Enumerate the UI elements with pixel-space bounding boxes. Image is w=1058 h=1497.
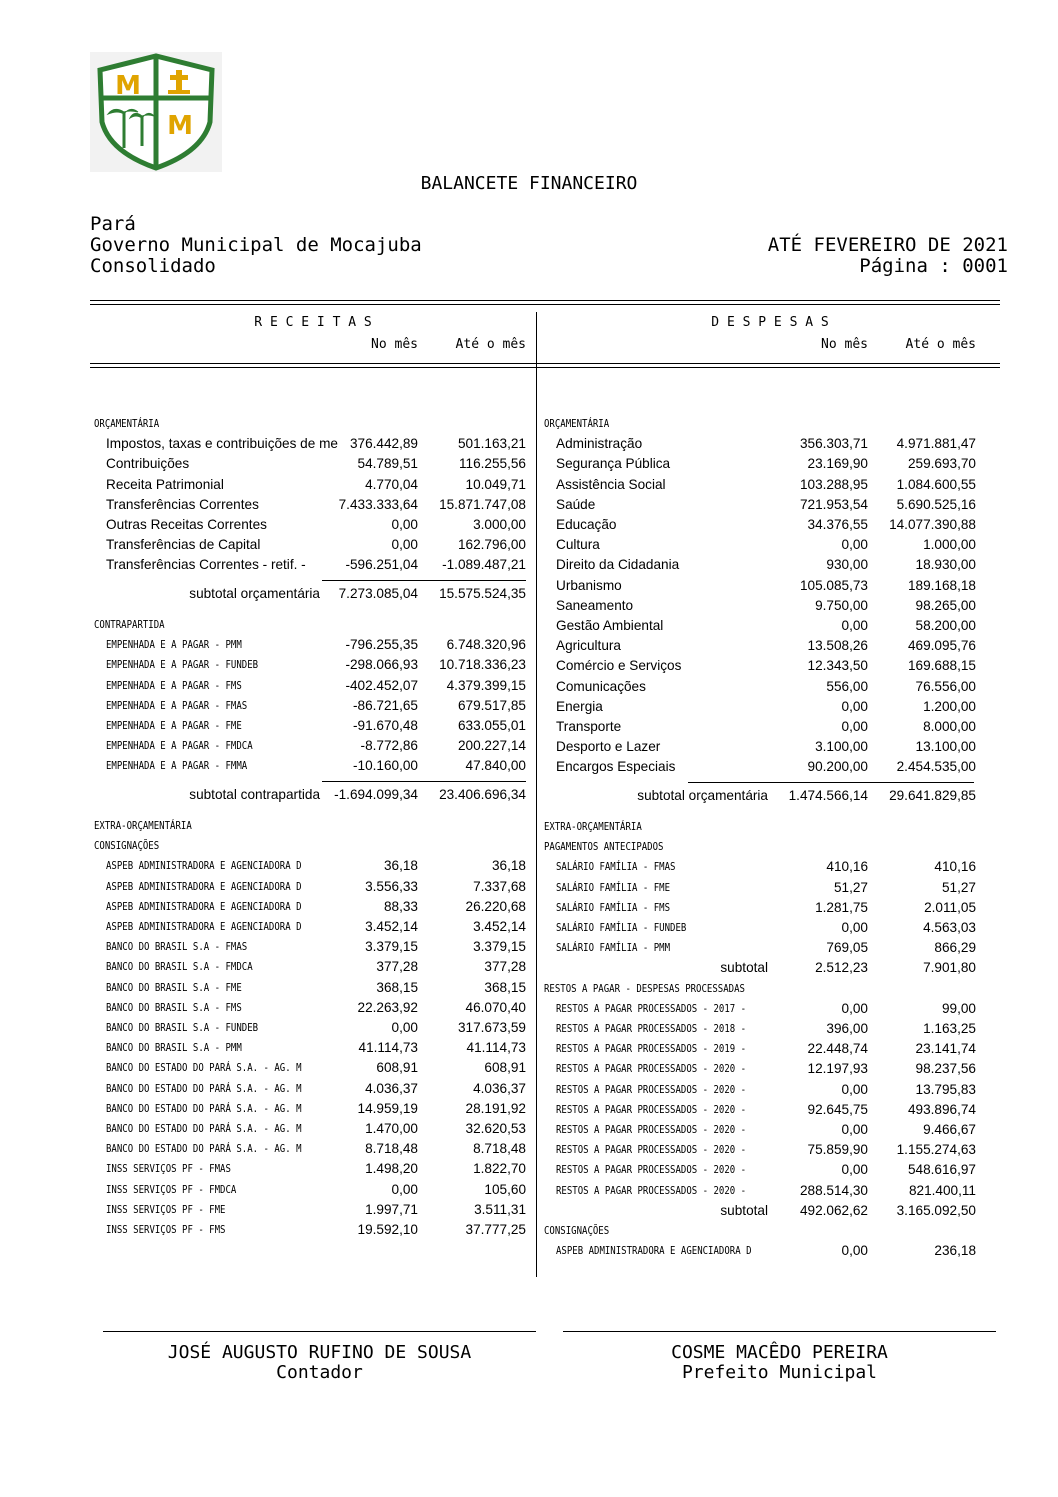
- receitas-row-ate-o-mes: 46.070,40: [465, 999, 526, 1015]
- despesas-row: [0, 857, 1058, 877]
- signature-line-contador: [103, 1331, 536, 1332]
- despesas-row-label: RESTOS A PAGAR PROCESSADOS - 2017 -: [556, 1001, 747, 1015]
- receitas-row-no-mes: 3.379,15: [365, 939, 418, 955]
- despesas-row-ate-o-mes: 13.100,00: [915, 739, 976, 755]
- receitas-row-label: EMPENHADA E A PAGAR - FMDCA: [106, 739, 253, 753]
- despesas-row-label: Assistência Social: [556, 476, 666, 492]
- receitas-row-ate-o-mes: 116.255,56: [458, 456, 526, 472]
- receitas-row-no-mes: -796.255,35: [345, 637, 418, 653]
- despesas-subtotal-rule: [688, 782, 974, 783]
- despesas-row-ate-o-mes: 18.930,00: [915, 557, 976, 573]
- despesas-row-label: Direito da Cidadania: [556, 557, 680, 573]
- despesas-row-label: RESTOS A PAGAR PROCESSADOS - 2020 -: [556, 1102, 747, 1116]
- receitas-row-ate-o-mes: 10.718.336,23: [439, 657, 526, 673]
- receitas-row-no-mes: 4.770,04: [365, 476, 418, 492]
- despesas-row-ate-o-mes: 493.896,74: [907, 1101, 976, 1117]
- receitas-row-ate-o-mes: 162.796,00: [457, 537, 526, 553]
- despesas-row-label: Segurança Pública: [556, 456, 671, 472]
- receitas-row-ate-o-mes: 32.620,53: [465, 1120, 526, 1136]
- despesas-row: [0, 515, 1058, 535]
- despesas-row-label: Cultura: [556, 537, 600, 553]
- receitas-row-no-mes: 368,15: [376, 979, 418, 995]
- despesas-row-ate-o-mes: 3.165.092,50: [896, 1202, 976, 1218]
- receitas-row-ate-o-mes: 28.191,92: [465, 1100, 526, 1116]
- despesas-row-no-mes: 0,00: [841, 1081, 868, 1097]
- receitas-row-no-mes: -596.251,04: [345, 557, 418, 573]
- despesas-row-ate-o-mes: 51,27: [941, 879, 976, 895]
- receitas-row-no-mes: 22.263,92: [357, 999, 418, 1015]
- receitas-row-no-mes: 0,00: [391, 537, 418, 553]
- despesas-row-label: SALÁRIO FAMÍLIA - FMAS: [556, 860, 676, 874]
- receitas-subtotal-rule: [322, 781, 526, 782]
- despesas-row-label: Administração: [556, 436, 643, 452]
- receitas-row-no-mes: 376.442,89: [349, 436, 418, 452]
- receitas-row-no-mes: -91.670,48: [352, 717, 418, 733]
- despesas-row-label: Saúde: [556, 496, 596, 512]
- receitas-row-label: BANCO DO ESTADO DO PARÁ S.A. - AG. M: [106, 1121, 302, 1135]
- receitas-row-label: ASPEB ADMINISTRADORA E AGENCIADORA D: [106, 859, 302, 873]
- signature-line-prefeito: [563, 1331, 996, 1332]
- despesas-row-no-mes: 103.288,95: [799, 476, 868, 492]
- despesas-row: [0, 717, 1058, 737]
- despesas-row-no-mes: 9.750,00: [815, 597, 868, 613]
- header-scope: Consolidado: [90, 255, 216, 277]
- receitas-row-no-mes: 41.114,73: [358, 1040, 418, 1056]
- signature-role-contador: Contador: [276, 1362, 363, 1383]
- despesas-row-ate-o-mes: 4.971.881,47: [896, 436, 976, 452]
- receitas-row-no-mes: 8.718,48: [365, 1141, 418, 1157]
- despesas-row: [0, 737, 1058, 757]
- document-title: BALANCETE FINANCEIRO: [420, 173, 638, 194]
- despesas-row-ate-o-mes: 1.000,00: [923, 537, 976, 553]
- despesas-row: [0, 757, 1058, 777]
- despesas-row-no-mes: 356.303,71: [799, 436, 868, 452]
- despesas-row: [0, 1241, 1058, 1261]
- despesas-row-ate-o-mes: 259.693,70: [907, 456, 976, 472]
- despesas-col-ate-o-mes: Até o mês: [905, 337, 976, 352]
- receitas-row-label: BANCO DO ESTADO DO PARÁ S.A. - AG. M: [106, 1081, 302, 1095]
- receitas-row-no-mes: -8.772,86: [360, 738, 418, 754]
- despesas-row-no-mes: 721.953,54: [799, 496, 868, 512]
- despesas-row-label: RESTOS A PAGAR PROCESSADOS - 2020 -: [556, 1163, 747, 1177]
- receitas-row-ate-o-mes: 501.163,21: [457, 436, 526, 452]
- receitas-row-ate-o-mes: 200.227,14: [457, 738, 526, 754]
- receitas-row-no-mes: 377,28: [376, 959, 418, 975]
- despesas-row: [0, 616, 1058, 636]
- despesas-row-no-mes: 0,00: [841, 919, 868, 935]
- signature-name-prefeito: COSME MACÊDO PEREIRA: [671, 1342, 888, 1363]
- receitas-row-ate-o-mes: 10.049,71: [465, 476, 526, 492]
- despesas-row-label: RESTOS A PAGAR PROCESSADOS - 2020 -: [556, 1183, 747, 1197]
- despesas-row-no-mes: 2.512,23: [815, 960, 868, 976]
- despesas-row-ate-o-mes: 1.200,00: [923, 698, 976, 714]
- receitas-col-no-mes: No mês: [371, 337, 418, 352]
- despesas-row-no-mes: 12.197,93: [807, 1061, 868, 1077]
- receitas-row-ate-o-mes: 15.575.524,35: [439, 585, 526, 601]
- despesas-row-ate-o-mes: 1.084.600,55: [896, 476, 976, 492]
- despesas-row-ate-o-mes: 2.454.535,00: [896, 759, 976, 775]
- receitas-row-label: INSS SERVIÇOS PF - FMDCA: [106, 1182, 237, 1196]
- despesas-row-no-mes: 556,00: [826, 678, 868, 694]
- receitas-row-no-mes: 0,00: [391, 517, 418, 532]
- despesas-row-no-mes: 0,00: [841, 537, 868, 553]
- receitas-row-no-mes: 608,91: [376, 1060, 418, 1076]
- despesas-row-no-mes: 1.474.566,14: [788, 787, 868, 803]
- receitas-row-ate-o-mes: 105,60: [484, 1181, 526, 1197]
- despesas-row: [0, 878, 1058, 898]
- receitas-row-label: BANCO DO BRASIL S.A - PMM: [106, 1041, 242, 1055]
- despesas-row: [0, 636, 1058, 656]
- despesas-row-no-mes: 23.169,90: [807, 456, 868, 472]
- receitas-row-no-mes: 88,33: [383, 898, 418, 914]
- despesas-row: [0, 1140, 1058, 1160]
- despesas-row: [0, 656, 1058, 676]
- despesas-row: [0, 434, 1058, 454]
- receitas-row-label: Receita Patrimonial: [106, 476, 224, 492]
- logo-letter-bottom: M: [167, 111, 193, 141]
- receitas-heading: R E C E I T A S: [254, 315, 372, 330]
- despesas-row-ate-o-mes: 866,29: [934, 940, 976, 956]
- receitas-col-ate-o-mes: Até o mês: [455, 337, 526, 352]
- receitas-row-label: INSS SERVIÇOS PF - FME: [106, 1202, 226, 1216]
- despesas-row-no-mes: 90.200,00: [807, 759, 868, 775]
- despesas-row-ate-o-mes: 98.237,56: [915, 1061, 976, 1077]
- despesas-row-ate-o-mes: 5.690.525,16: [896, 496, 976, 512]
- receitas-row-ate-o-mes: 6.748.320,96: [446, 637, 526, 653]
- despesas-row-label: Comércio e Serviços: [556, 658, 682, 674]
- header-bottom-rule-2: [90, 367, 1000, 368]
- receitas-row-no-mes: 4.036,37: [365, 1080, 418, 1096]
- receitas-row-label: BANCO DO ESTADO DO PARÁ S.A. - AG. M: [106, 1061, 302, 1075]
- receitas-row-ate-o-mes: 36,18: [491, 858, 526, 874]
- despesas-row-ate-o-mes: 76.556,00: [915, 678, 976, 694]
- header-page-number: Página : 0001: [859, 255, 1008, 277]
- receitas-row-no-mes: -402.452,07: [345, 677, 418, 693]
- despesas-row-no-mes: 0,00: [841, 719, 868, 734]
- despesas-row-ate-o-mes: 410,16: [934, 859, 976, 875]
- signature-name-contador: JOSÉ AUGUSTO RUFINO DE SOUSA: [167, 1342, 472, 1363]
- despesas-row: [0, 1120, 1058, 1140]
- receitas-row-label: EXTRA-ORÇAMENTÁRIA: [94, 818, 192, 832]
- receitas-row-no-mes: 19.592,10: [357, 1221, 418, 1237]
- header-period: ATÉ FEVEREIRO DE 2021: [767, 234, 1008, 256]
- despesas-row-ate-o-mes: 548.616,97: [907, 1162, 976, 1178]
- despesas-row-ate-o-mes: 58.200,00: [915, 618, 976, 633]
- despesas-row: [0, 414, 1058, 434]
- receitas-row-no-mes: -10.160,00: [352, 758, 418, 774]
- despesas-row: [0, 837, 1058, 857]
- despesas-row: [0, 918, 1058, 938]
- header-top-rule-2: [90, 304, 1000, 305]
- receitas-row-no-mes: 1.470,00: [365, 1120, 418, 1136]
- despesas-row-ate-o-mes: 189.168,18: [907, 577, 976, 593]
- receitas-row-ate-o-mes: 47.840,00: [465, 758, 526, 774]
- receitas-row-ate-o-mes: 3.379,15: [473, 939, 526, 955]
- despesas-row-label: ORÇAMENTÁRIA: [544, 417, 610, 430]
- receitas-row-label: Impostos, taxas e contribuições de me: [106, 436, 338, 452]
- receitas-row-label: INSS SERVIÇOS PF - FMAS: [106, 1162, 231, 1176]
- despesas-row-label: SALÁRIO FAMÍLIA - FUNDEB: [556, 920, 687, 934]
- receitas-row-label: EMPENHADA E A PAGAR - FMS: [106, 678, 242, 692]
- despesas-row-label: Comunicações: [556, 678, 646, 694]
- receitas-row-label: ASPEB ADMINISTRADORA E AGENCIADORA D: [106, 879, 302, 893]
- despesas-row-no-mes: 75.859,90: [807, 1142, 868, 1158]
- despesas-row-label: RESTOS A PAGAR PROCESSADOS - 2019 -: [556, 1042, 747, 1056]
- despesas-row-label: SALÁRIO FAMÍLIA - FMS: [556, 900, 671, 914]
- receitas-row-label: ORÇAMENTÁRIA: [94, 417, 160, 430]
- despesas-row-ate-o-mes: 13.795,83: [915, 1081, 976, 1097]
- despesas-row-label: subtotal: [720, 960, 768, 976]
- despesas-row-label: subtotal: [720, 1202, 768, 1218]
- despesas-row-label: ASPEB ADMINISTRADORA E AGENCIADORA D: [556, 1244, 752, 1258]
- despesas-row: [0, 979, 1058, 999]
- receitas-row-no-mes: 7.273.085,04: [338, 585, 418, 601]
- despesas-row-no-mes: 22.448,74: [807, 1041, 868, 1057]
- despesas-row-ate-o-mes: 7.901,80: [923, 960, 976, 976]
- despesas-row-no-mes: 92.645,75: [807, 1101, 868, 1117]
- despesas-col-no-mes: No mês: [821, 337, 868, 352]
- receitas-row-label: BANCO DO ESTADO DO PARÁ S.A. - AG. M: [106, 1142, 302, 1156]
- receitas-row-no-mes: 3.556,33: [365, 878, 418, 894]
- receitas-row-ate-o-mes: 317.673,59: [457, 1019, 526, 1035]
- despesas-row-label: subtotal orçamentária: [637, 787, 768, 803]
- despesas-row-label: Transporte: [556, 719, 622, 734]
- receitas-row-ate-o-mes: 4.379.399,15: [446, 677, 526, 693]
- despesas-row-label: Agricultura: [556, 638, 621, 654]
- receitas-row-label: BANCO DO BRASIL S.A - FME: [106, 980, 242, 994]
- despesas-row-ate-o-mes: 4.563,03: [923, 919, 976, 935]
- despesas-row: [0, 535, 1058, 555]
- despesas-row: [0, 999, 1058, 1019]
- receitas-row-label: EMPENHADA E A PAGAR - FMMA: [106, 759, 248, 773]
- despesas-row-no-mes: 0,00: [841, 1243, 868, 1259]
- despesas-row: [0, 495, 1058, 515]
- receitas-row-ate-o-mes: 8.718,48: [473, 1141, 526, 1157]
- receitas-row-label: subtotal contrapartida: [189, 786, 320, 802]
- despesas-row-label: EXTRA-ORÇAMENTÁRIA: [544, 819, 642, 833]
- receitas-row-no-mes: 0,00: [391, 1181, 418, 1197]
- receitas-row-label: ASPEB ADMINISTRADORA E AGENCIADORA D: [106, 919, 302, 933]
- despesas-row-ate-o-mes: 2.011,05: [924, 899, 976, 915]
- receitas-row-no-mes: 0,00: [391, 1019, 418, 1035]
- receitas-row-no-mes: 36,18: [383, 858, 418, 874]
- despesas-row-label: SALÁRIO FAMÍLIA - PMM: [556, 941, 671, 955]
- receitas-row-ate-o-mes: 608,91: [484, 1060, 526, 1076]
- despesas-row-no-mes: 0,00: [841, 1121, 868, 1137]
- receitas-row-label: CONSIGNAÇÕES: [94, 839, 160, 853]
- despesas-row-no-mes: 396,00: [826, 1020, 868, 1036]
- despesas-row-label: RESTOS A PAGAR PROCESSADOS - 2020 -: [556, 1062, 747, 1076]
- despesas-row-no-mes: 410,16: [826, 859, 868, 875]
- despesas-row: [0, 1201, 1058, 1221]
- despesas-row: [0, 1160, 1058, 1180]
- despesas-row-label: RESTOS A PAGAR PROCESSADOS - 2020 -: [556, 1122, 747, 1136]
- despesas-row-no-mes: 930,00: [826, 557, 868, 573]
- receitas-row-no-mes: 7.433.333,64: [338, 496, 418, 512]
- despesas-row-ate-o-mes: 821.400,11: [908, 1182, 976, 1198]
- receitas-row-ate-o-mes: 26.220,68: [465, 898, 526, 914]
- despesas-row-label: Saneamento: [556, 597, 634, 613]
- despesas-row-no-mes: 3.100,00: [815, 739, 868, 755]
- despesas-row-label: PAGAMENTOS ANTECIPADOS: [544, 840, 664, 854]
- despesas-row-no-mes: 1.281,75: [815, 899, 868, 915]
- despesas-row-label: Energia: [556, 698, 603, 714]
- despesas-row-no-mes: 12.343,50: [807, 658, 868, 674]
- despesas-row-no-mes: 492.062,62: [799, 1202, 868, 1218]
- despesas-row: [0, 576, 1058, 596]
- receitas-row-label: Transferências Correntes - retif. -: [106, 557, 306, 573]
- despesas-row-ate-o-mes: 99,00: [941, 1000, 976, 1016]
- despesas-row-ate-o-mes: 14.077.390,88: [889, 517, 976, 532]
- despesas-row-label: Educação: [556, 517, 617, 532]
- receitas-row-ate-o-mes: 679.517,85: [457, 697, 526, 713]
- despesas-row-label: Desporto e Lazer: [556, 739, 661, 755]
- receitas-row-label: EMPENHADA E A PAGAR - FME: [106, 718, 242, 732]
- receitas-row-ate-o-mes: 4.036,37: [473, 1080, 526, 1096]
- receitas-row-ate-o-mes: 3.000,00: [473, 517, 526, 532]
- despesas-row: [0, 1181, 1058, 1201]
- despesas-row-ate-o-mes: 8.000,00: [923, 719, 976, 734]
- receitas-row-label: BANCO DO BRASIL S.A - FUNDEB: [106, 1020, 259, 1034]
- receitas-row-ate-o-mes: 1.822,70: [473, 1161, 526, 1177]
- despesas-row-no-mes: 34.376,55: [807, 517, 868, 532]
- municipal-coat-of-arms-logo: [90, 52, 222, 172]
- despesas-row-ate-o-mes: 469.095,76: [907, 638, 976, 654]
- despesas-row-label: SALÁRIO FAMÍLIA - FME: [556, 880, 671, 894]
- header-government: Governo Municipal de Mocajuba: [90, 234, 422, 256]
- receitas-row-label: BANCO DO BRASIL S.A - FMAS: [106, 940, 248, 954]
- receitas-row-ate-o-mes: 41.114,73: [466, 1040, 526, 1056]
- despesas-row-no-mes: 0,00: [841, 698, 868, 714]
- despesas-row: [0, 697, 1058, 717]
- despesas-row: [0, 677, 1058, 697]
- despesas-row-ate-o-mes: 236,18: [934, 1243, 976, 1259]
- despesas-row: [0, 1221, 1058, 1241]
- logo-letter-top: M: [115, 71, 141, 101]
- despesas-row-no-mes: 0,00: [841, 618, 868, 633]
- receitas-row-ate-o-mes: 368,15: [484, 979, 526, 995]
- despesas-row-ate-o-mes: 23.141,74: [915, 1041, 976, 1057]
- despesas-row: [0, 786, 1058, 806]
- receitas-row-label: Contribuições: [106, 456, 190, 472]
- receitas-row-ate-o-mes: 15.871.747,08: [439, 496, 526, 512]
- receitas-row-no-mes: 1.498,20: [365, 1161, 418, 1177]
- despesas-heading: D E S P E S A S: [711, 315, 829, 330]
- despesas-row: [0, 475, 1058, 495]
- receitas-row-label: subtotal orçamentária: [189, 585, 320, 601]
- receitas-row-label: INSS SERVIÇOS PF - FMS: [106, 1222, 226, 1236]
- despesas-row-label: RESTOS A PAGAR PROCESSADOS - 2018 -: [556, 1021, 747, 1035]
- despesas-row: [0, 817, 1058, 837]
- despesas-row-ate-o-mes: 169.688,15: [907, 658, 976, 674]
- despesas-row: [0, 1059, 1058, 1079]
- despesas-row-ate-o-mes: 29.641.829,85: [889, 787, 976, 803]
- receitas-row-label: BANCO DO ESTADO DO PARÁ S.A. - AG. M: [106, 1101, 302, 1115]
- despesas-row: [0, 958, 1058, 978]
- receitas-row-label: EMPENHADA E A PAGAR - PMM: [106, 638, 242, 652]
- receitas-row-ate-o-mes: 377,28: [484, 959, 526, 975]
- despesas-row-label: CONSIGNAÇÕES: [544, 1223, 610, 1237]
- despesas-row-ate-o-mes: 98.265,00: [915, 597, 976, 613]
- despesas-row-no-mes: 13.508,26: [807, 638, 868, 654]
- receitas-row-label: BANCO DO BRASIL S.A - FMS: [106, 1000, 242, 1014]
- receitas-row-no-mes: 3.452,14: [365, 918, 418, 934]
- despesas-row: [0, 1039, 1058, 1059]
- despesas-row-no-mes: 105.085,73: [799, 577, 868, 593]
- despesas-row: [0, 1019, 1058, 1039]
- despesas-row: [0, 1080, 1058, 1100]
- signature-role-prefeito: Prefeito Municipal: [681, 1362, 878, 1383]
- despesas-row-ate-o-mes: 9.466,67: [923, 1121, 976, 1137]
- header-state: Pará: [90, 213, 136, 235]
- despesas-row: [0, 898, 1058, 918]
- receitas-row-label: Transferências Correntes: [106, 496, 259, 512]
- receitas-row-label: Transferências de Capital: [106, 537, 261, 553]
- despesas-row: [0, 1100, 1058, 1120]
- receitas-row-label: CONTRAPARTIDA: [94, 617, 165, 631]
- receitas-row-label: Outras Receitas Correntes: [106, 517, 267, 532]
- receitas-row-no-mes: 14.959,19: [357, 1100, 418, 1116]
- receitas-row-no-mes: -298.066,93: [345, 657, 418, 673]
- receitas-row-label: EMPENHADA E A PAGAR - FUNDEB: [106, 658, 259, 672]
- receitas-row-ate-o-mes: 3.511,31: [474, 1201, 526, 1217]
- receitas-row-no-mes: 1.997,71: [365, 1201, 418, 1217]
- despesas-row-no-mes: 0,00: [841, 1162, 868, 1178]
- despesas-row-no-mes: 769,05: [826, 940, 868, 956]
- despesas-row-ate-o-mes: 1.163,25: [923, 1020, 976, 1036]
- despesas-row-ate-o-mes: 1.155.274,63: [896, 1142, 976, 1158]
- receitas-row-label: EMPENHADA E A PAGAR - FMAS: [106, 698, 248, 712]
- receitas-row-ate-o-mes: -1.089.487,21: [442, 557, 526, 573]
- despesas-row-label: Encargos Especiais: [556, 759, 676, 775]
- header-top-rule: [90, 300, 1000, 301]
- despesas-row-no-mes: 51,27: [833, 879, 868, 895]
- receitas-row-no-mes: -86.721,65: [352, 697, 418, 713]
- despesas-row: [0, 555, 1058, 575]
- receitas-row-ate-o-mes: 37.777,25: [465, 1221, 526, 1237]
- receitas-row-ate-o-mes: 7.337,68: [473, 878, 526, 894]
- receitas-row-no-mes: -1.694.099,34: [334, 786, 418, 802]
- despesas-row: [0, 938, 1058, 958]
- despesas-row-label: RESTOS A PAGAR - DESPESAS PROCESSADAS: [544, 981, 745, 995]
- despesas-row: [0, 454, 1058, 474]
- header-bottom-rule: [90, 363, 1000, 364]
- despesas-row-label: RESTOS A PAGAR PROCESSADOS - 2020 -: [556, 1082, 747, 1096]
- despesas-row-label: Urbanismo: [556, 577, 622, 593]
- despesas-row-no-mes: 288.514,30: [799, 1182, 868, 1198]
- receitas-row-label: BANCO DO BRASIL S.A - FMDCA: [106, 960, 253, 974]
- despesas-row-label: Gestão Ambiental: [556, 618, 664, 633]
- receitas-row-ate-o-mes: 23.406.696,34: [439, 786, 526, 802]
- receitas-row-ate-o-mes: 3.452,14: [473, 918, 526, 934]
- despesas-row-no-mes: 0,00: [841, 1000, 868, 1016]
- despesas-row: [0, 596, 1058, 616]
- receitas-row-no-mes: 54.789,51: [357, 456, 418, 472]
- despesas-row-label: RESTOS A PAGAR PROCESSADOS - 2020 -: [556, 1143, 747, 1157]
- receitas-row-label: ASPEB ADMINISTRADORA E AGENCIADORA D: [106, 899, 302, 913]
- receitas-row-ate-o-mes: 633.055,01: [457, 717, 526, 733]
